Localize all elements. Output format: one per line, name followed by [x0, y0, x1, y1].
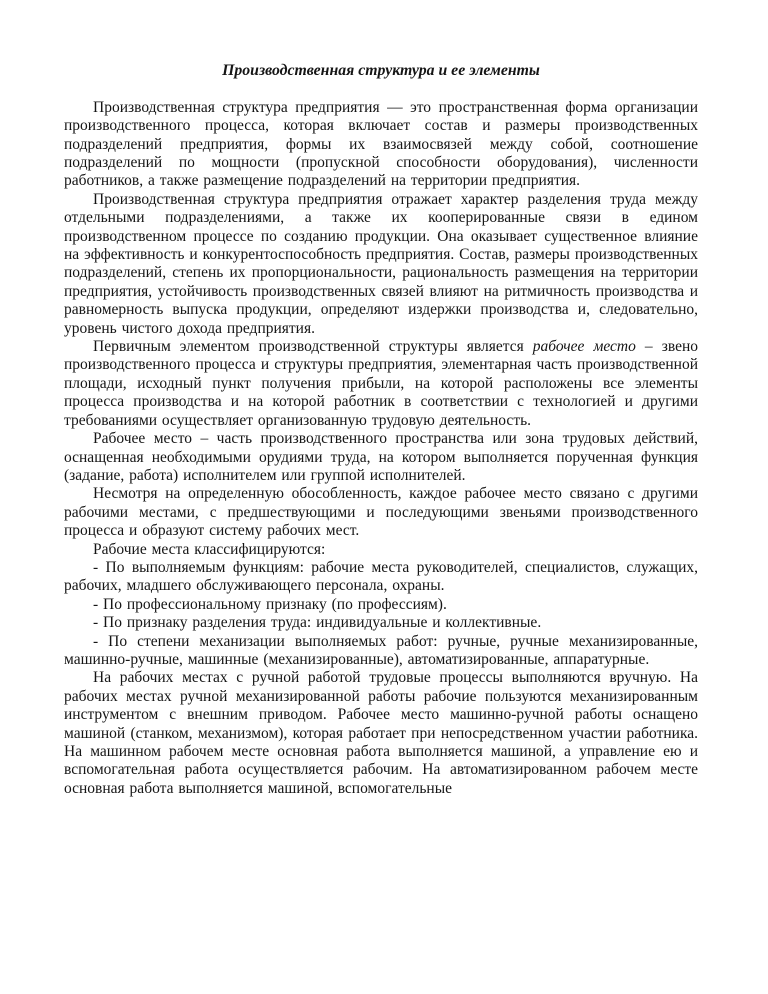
paragraph-production-structure-definition: Производственная структура предприятия — это пространственная форма организации производственного процесса, которая включает состав и размеры производственных подразделений предприятия, формы их взаимосвязей между собой, соотношение подразделений по мощности (пропускной способности оборудования), численности работников, а также размещение подразделений на территории предприятия. [64, 98, 698, 190]
list-item-by-profession: - По профессиональному признаку (по профессиям). [93, 595, 447, 613]
paragraph-run-normal: Первичным элементом производственной структуры является [93, 338, 533, 356]
paragraph-run-normal: – звено производственного процесса и структуры предприятия, элементарная часть производственной площади, исходный пункт получения прибыли, на которой расположены все элементы процесса производства и на которой работник в соответствии с технологией и другими требованиями осуществляет организованную трудовую деятельность. [64, 338, 698, 429]
paragraph-structure-reflects-division-of-labor: Производственная структура предприятия отражает характер разделения труда между отдельными подразделениями, а также их кооперированные связи в едином производственном процессе по созданию продукции. Она оказывает существенное влияние на эффективность и конкурентоспособность предприятия. Состав, размеры производственных подразделений, степень их пропорциональности, рациональность размещения на территории предприятия, устойчивость производственных связей влияют на ритмичность производства и равномерность выпуска продукции, определяют издержки производства и, следовательно, уровень чистого дохода предприятия. [64, 190, 698, 337]
list-item-by-functions: - По выполняемым функциям: рабочие места руководителей, специалистов, служащих, рабочих, младшего обслуживающего персонала, охраны. [64, 558, 698, 595]
document-title: Производственная структура и ее элементы [222, 62, 540, 79]
list-item-by-division-of-labor: - По признаку разделения труда: индивидуальные и коллективные. [93, 614, 542, 632]
paragraph-workplace-interconnection: Несмотря на определенную обособленность, каждое рабочее место связано с другими рабочими местами, с предшествующими и последующими звеньями производственного процесса и образуют систему рабочих мест. [64, 485, 698, 540]
paragraph-workplace-definition: Рабочее место – часть производственного пространства или зона трудовых действий, оснащенная необходимыми орудиями труда, на котором выполняется порученная функция (задание, работа) исполнителем или группой исполнителей. [64, 430, 698, 484]
paragraph-mechanization-types-description: На рабочих местах с ручной работой трудовые процессы выполняются вручную. На рабочих местах ручной механизированной работы рабочие пользуются механизированным инструментом с внешним приводом. Рабочее место машинно-ручной работы оснащено машиной (станком, механизмом), которая работает при непосредственном участии работника. На машинном рабочем месте основная работа выполняется машиной, а управление ею и вспомогательная работа осуществляется рабочим. На автоматизированном рабочем месте основная работа выполняется машиной, вспомогательные [64, 669, 698, 797]
list-item-by-mechanization-degree: - По степени механизации выполняемых работ: ручные, ручные механизированные, машинно-ручные, машинные (механизированные), автоматизированные, аппаратурные. [64, 632, 698, 668]
paragraph-classification-intro: Рабочие места классифицируются: [93, 540, 326, 558]
paragraph-run-italic-workplace-term: рабочее место [532, 338, 636, 356]
paragraph-primary-element-workplace [64, 338, 698, 430]
